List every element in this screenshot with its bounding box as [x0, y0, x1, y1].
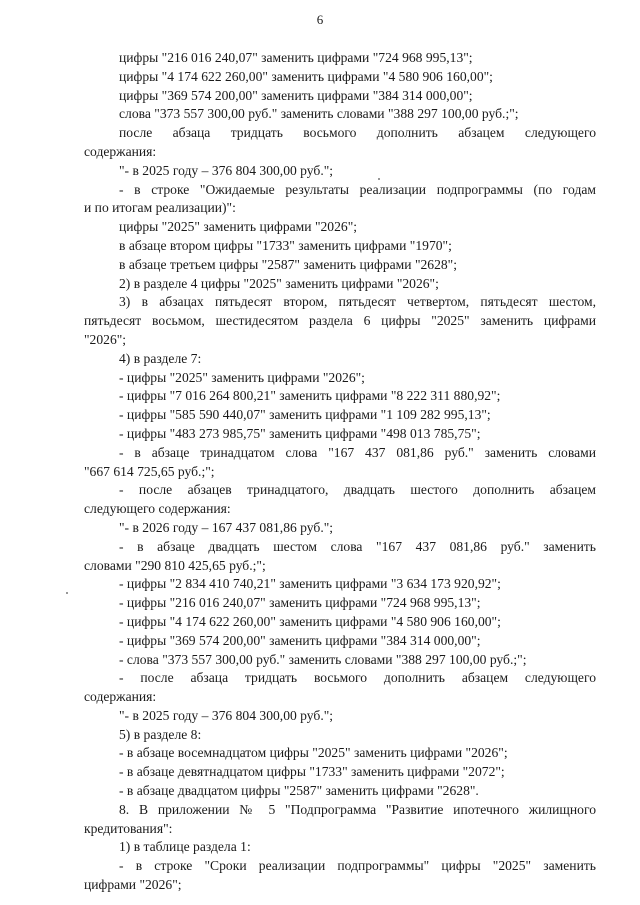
text-line: 1) в таблице раздела 1: — [119, 839, 251, 855]
text-line: содержания: — [84, 689, 157, 705]
text-line: - цифры "7 016 264 800,21" заменить цифрами "8 222 311 880,92"; — [119, 388, 501, 404]
text-line: "2026"; — [84, 331, 127, 347]
text-line: - в абзаце двадцать шестом слова "167 437 081,86 руб." заменить — [119, 538, 596, 554]
text-line: цифры "369 574 200,00" заменить цифрами "384 314 000,00"; — [119, 87, 473, 103]
text-line: - цифры "483 273 985,75" заменить цифрами "498 013 785,75"; — [119, 425, 481, 441]
text-line: в абзаце втором цифры "1733" заменить цифрами "1970"; — [119, 237, 452, 253]
page-number: 6 — [316, 12, 324, 27]
text-line: - в строке "Сроки реализации подпрограммы" цифры "2025" заменить — [119, 858, 596, 874]
text-line: цифры "216 016 240,07" заменить цифрами "724 968 995,13"; — [119, 50, 473, 65]
text-line: цифры "2025" заменить цифрами "2026"; — [119, 219, 358, 235]
text-line: - цифры "2025" заменить цифрами "2026"; — [119, 369, 365, 385]
text-line: - в абзаце тринадцатом слова "167 437 081,86 руб." заменить словами — [119, 444, 596, 460]
text-line: словами "290 810 425,65 руб.;"; — [84, 557, 266, 573]
text-line: "- в 2025 году – 376 804 300,00 руб."; — [119, 162, 334, 178]
text-line: - цифры "216 016 240,07" заменить цифрами "724 968 995,13"; — [119, 595, 481, 611]
text-line: - цифры "369 574 200,00" заменить цифрами "384 314 000,00"; — [119, 632, 481, 648]
text-line: пятьдесят восьмом, шестидесятом раздела 6 цифры "2025" заменить цифрами — [84, 313, 596, 329]
text-line: "- в 2025 году – 376 804 300,00 руб."; — [119, 707, 334, 723]
text-line: - в абзаце восемнадцатом цифры "2025" заменить цифрами "2026"; — [119, 745, 508, 761]
text-line: - после абзацев тринадцатого, двадцать шестого дополнить абзацем — [119, 482, 596, 498]
text-line: - в строке "Ожидаемые результаты реализации подпрограммы (по годам — [119, 181, 596, 197]
text-line: - после абзаца тридцать восьмого дополнить абзацем следующего — [119, 670, 596, 686]
text-line: цифрами "2026"; — [84, 877, 182, 893]
text-line: - цифры "4 174 622 260,00" заменить цифрами "4 580 906 160,00"; — [119, 613, 501, 629]
text-line: 2) в разделе 4 цифры "2025" заменить цифрами "2026"; — [119, 275, 439, 291]
text-line: "667 614 725,65 руб.;"; — [84, 463, 215, 479]
text-line: цифры "4 174 622 260,00" заменить цифрами "4 580 906 160,00"; — [119, 68, 493, 84]
text-line: в абзаце третьем цифры "2587" заменить цифрами "2628"; — [119, 256, 458, 272]
scan-speck — [378, 178, 380, 180]
text-line: содержания: — [84, 143, 157, 159]
text-line: 8. В приложении № 5 "Подпрограмма "Развитие ипотечного жилищного — [119, 801, 596, 817]
text-line: после абзаца тридцать восьмого дополнить абзацем следующего — [119, 125, 596, 141]
text-line: - цифры "2 834 410 740,21" заменить цифрами "3 634 173 920,92"; — [119, 576, 501, 592]
text-line: "- в 2026 году – 167 437 081,86 руб."; — [119, 519, 334, 535]
text-line: кредитования": — [84, 820, 173, 836]
text-line: и по итогам реализации)": — [84, 200, 236, 216]
text-line: следующего содержания: — [84, 501, 231, 517]
text-line: - в абзаце девятнадцатом цифры "1733" заменить цифрами "2072"; — [119, 764, 505, 780]
text-line: - в абзаце двадцатом цифры "2587" заменить цифрами "2628". — [119, 783, 479, 799]
text-line: - слова "373 557 300,00 руб." заменить словами "388 297 100,00 руб.;"; — [119, 651, 527, 667]
scan-speck — [66, 592, 68, 594]
text-line: - цифры "585 590 440,07" заменить цифрами "1 109 282 995,13"; — [119, 407, 491, 423]
text-line: слова "373 557 300,00 руб." заменить словами "388 297 100,00 руб.;"; — [119, 106, 519, 122]
text-line: 5) в разделе 8: — [119, 726, 202, 742]
document-body — [84, 49, 596, 895]
text-line: 4) в разделе 7: — [119, 350, 202, 366]
text-line: 3) в абзацах пятьдесят втором, пятьдесят четвертом, пятьдесят шестом, — [119, 294, 596, 310]
